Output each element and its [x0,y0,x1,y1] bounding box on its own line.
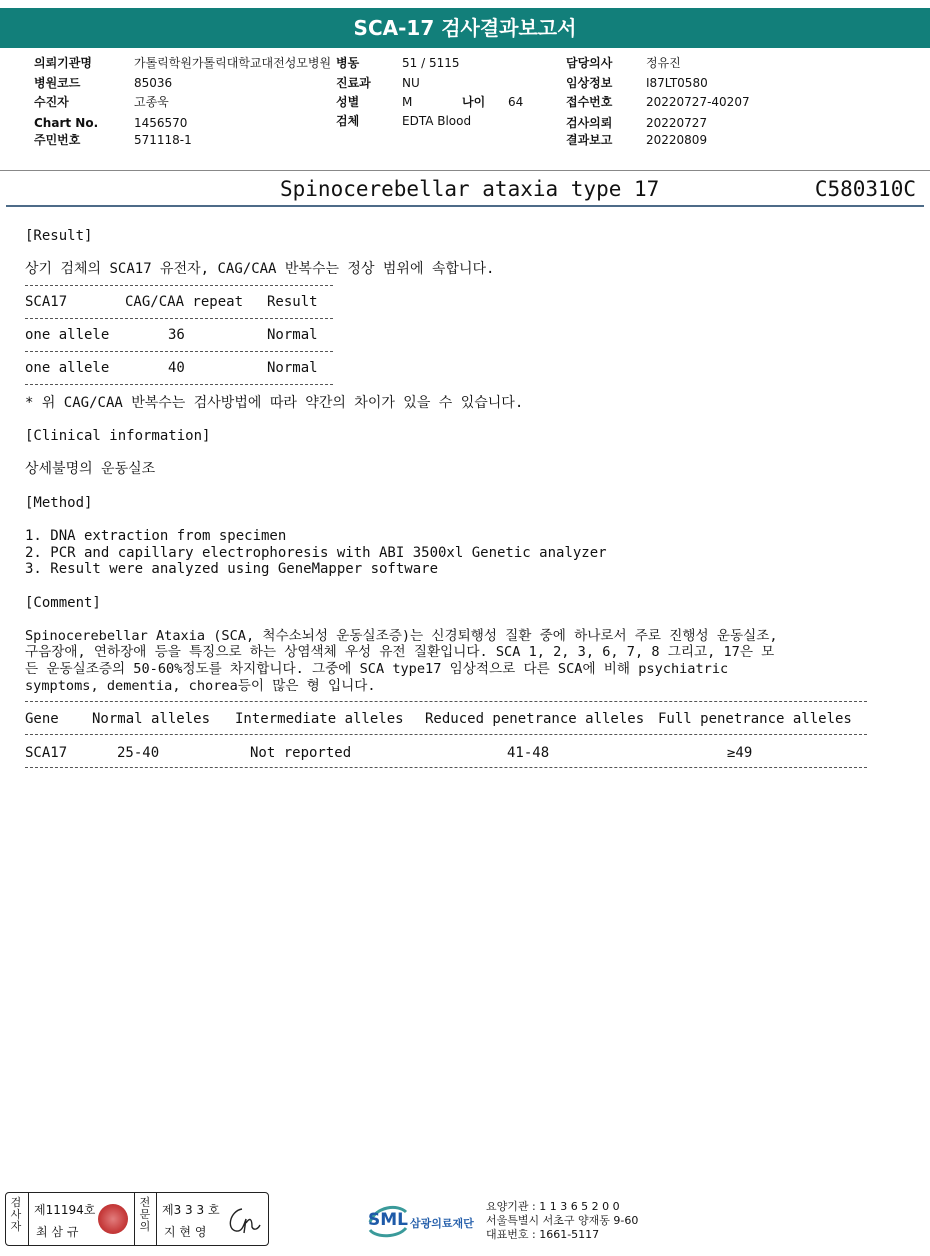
title-divider [6,205,924,207]
specialist-vertical-label: 전문의 [139,1196,151,1233]
comment-line: Spinocerebellar Ataxia (SCA, 척수소뇌성 운동실조증)는 신경퇴행성 질환 중에 하나로서 주로 진행성 운동실조, [25,628,778,644]
result-col-result: Result [267,294,318,310]
dept-value: NU [402,76,420,90]
test-code: C580310C [814,177,916,201]
dash-divider [25,701,867,702]
method-step: 3. Result were analyzed using GeneMapper software [25,561,439,577]
chart-label: Chart No. [34,116,99,130]
clinical-info-value: I87LT0580 [646,76,708,90]
receipt-label: 접수번호 [566,95,613,109]
examiner-name: 최 삼 규 [36,1225,79,1239]
comment-heading: [Comment] [25,595,101,611]
age-label: 나이 [462,95,486,109]
sex-value: M [402,95,413,109]
result-note: * 위 CAG/CAA 반복수는 검사방법에 따라 약간의 차이가 있을 수 있습니다. [25,395,524,411]
patient-label: 수진자 [34,95,69,109]
resident-label: 주민번호 [34,133,81,147]
org-phone: 대표번호 : 1661-5117 [486,1228,600,1241]
report-title: SCA-17 검사결과보고서 [0,8,930,48]
allele-row-intermediate: Not reported [250,745,352,761]
sex-label: 성별 [336,95,360,109]
comment-line: symptoms, dementia, chorea등이 많은 형 입니다. [25,678,376,694]
signature-icon [222,1203,262,1237]
result-col-gene: SCA17 [25,294,68,310]
clinical-heading: [Clinical information] [25,428,211,444]
age-value: 64 [508,95,524,109]
method-heading: [Method] [25,495,93,511]
allele-col-normal: Normal alleles [92,711,211,727]
institution-value: 가톨릭학원가톨릭대학교대전성모병원 [134,56,332,70]
clinical-text: 상세불명의 운동실조 [25,461,156,477]
result-row-result: Normal [267,327,318,343]
dash-divider [25,318,333,319]
seal-stamp [98,1204,128,1234]
result-row-allele: one allele [25,360,110,376]
allele-col-gene: Gene [25,711,59,727]
report-date-label: 결과보고 [566,133,613,147]
result-row-allele: one allele [25,327,110,343]
sml-logo-text: SML [368,1210,408,1230]
specimen-value: EDTA Blood [402,114,472,128]
allele-row-normal: 25-40 [117,745,160,761]
box-divider [28,1193,29,1245]
signature-box [5,1192,269,1246]
clinical-info-label: 임상정보 [566,76,613,90]
receipt-value: 20220727-40207 [646,95,750,109]
allele-row-reduced: 41-48 [507,745,550,761]
dash-divider [25,285,333,286]
hospital-code-label: 병원코드 [34,76,81,90]
institution-label: 의뢰기관명 [34,56,92,70]
allele-col-intermediate: Intermediate alleles [235,711,404,727]
request-label: 검사의뢰 [566,116,613,130]
result-summary: 상기 검체의 SCA17 유전자, CAG/CAA 반복수는 정상 범위에 속합니다. [25,261,495,277]
org-code: 요양기관 : 1 1 3 6 5 2 0 0 [486,1200,620,1213]
comment-line: 구음장애, 연하장애 등을 특징으로 하는 상염색체 우성 유전 질환입니다. SCA 1, 2, 3, 6, 7, 8 그리고, 17은 모 [25,644,775,660]
result-row-result: Normal [267,360,318,376]
report-date-value: 20220809 [646,133,708,147]
specialist-name: 지 현 영 [164,1225,207,1239]
dash-divider [25,384,333,385]
ward-label: 병동 [336,56,360,70]
examiner-vertical-label: 검사자 [10,1196,22,1233]
specialist-license: 제3 3 3 호 [162,1203,220,1217]
doctor-value: 정유진 [646,56,681,70]
test-name: Spinocerebellar ataxia type 17 [280,177,660,201]
dash-divider [25,351,333,352]
header-divider [0,170,930,171]
examiner-license: 제11194호 [34,1203,96,1217]
dash-divider [25,734,867,735]
result-col-repeat: CAG/CAA repeat [125,294,244,310]
doctor-label: 담당의사 [566,56,613,70]
dash-divider [25,767,867,768]
hospital-code-value: 85036 [134,76,173,90]
result-heading: [Result] [25,228,93,244]
box-divider [134,1193,135,1245]
box-divider [156,1193,157,1245]
ward-value: 51 / 5115 [402,56,460,70]
method-step: 1. DNA extraction from specimen [25,528,287,544]
allele-row-full: ≥49 [727,745,753,761]
result-row-repeat: 40 [168,360,185,376]
allele-row-gene: SCA17 [25,745,68,761]
allele-col-reduced: Reduced penetrance alleles [425,711,645,727]
chart-value: 1456570 [134,116,188,130]
org-address: 서울특별시 서초구 양재동 9-60 [486,1214,639,1227]
request-value: 20220727 [646,116,708,130]
patient-value: 고종욱 [134,95,169,109]
method-step: 2. PCR and capillary electrophoresis with ABI 3500xl Genetic analyzer [25,545,607,561]
org-name: 삼광의료재단 [410,1217,474,1230]
allele-col-full: Full penetrance alleles [658,711,852,727]
comment-line: 든 운동실조증의 50-60%정도를 차지합니다. 그중에 SCA type17 임상적으로 다른 SCA에 비해 psychiatric [25,661,729,677]
resident-value: 571118-1 [134,133,192,147]
dept-label: 진료과 [336,76,371,90]
specimen-label: 검체 [336,114,360,128]
result-row-repeat: 36 [168,327,185,343]
